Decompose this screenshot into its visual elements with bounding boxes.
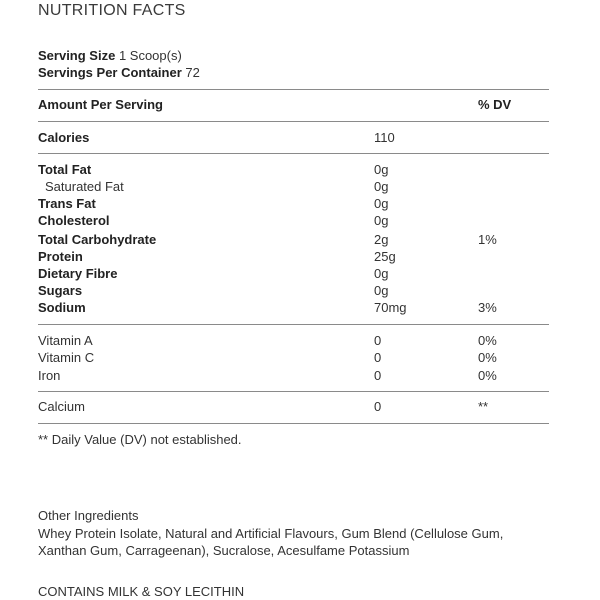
nutrient-row-sodium <box>38 300 549 317</box>
nutrient-name: Dietary Fibre <box>38 266 118 281</box>
mineral-row-iron <box>38 368 549 385</box>
nutrient-row-sugars <box>38 283 549 300</box>
nutrient-amount: 70mg <box>374 300 407 315</box>
nutrient-dv: 3% <box>478 300 497 315</box>
nutrient-dv: 1% <box>478 232 497 247</box>
nutrient-name: Vitamin A <box>38 333 93 348</box>
nutrient-dv: 0% <box>478 350 497 365</box>
nutrient-name: Trans Fat <box>38 196 96 211</box>
nutrient-row-cholesterol <box>38 213 549 230</box>
serving-size <box>38 48 182 63</box>
ingredients-heading: Other Ingredients <box>38 508 139 523</box>
servings-per-container-label: Servings Per Container <box>38 65 182 80</box>
nutrient-row-dietary-fibre <box>38 266 549 283</box>
nutrient-amount: 0 <box>374 368 382 383</box>
nutrient-name: Cholesterol <box>38 213 110 228</box>
nutrient-name: Total Fat <box>38 162 92 177</box>
divider <box>38 391 549 392</box>
nutrient-name: Calcium <box>38 399 85 414</box>
ingredients-line-2: Xanthan Gum, Carrageenan), Sucralose, Acesulfame Potassium <box>38 543 410 558</box>
divider <box>38 121 549 122</box>
ingredients-line-1: Whey Protein Isolate, Natural and Artificial Flavours, Gum Blend (Cellulose Gum, <box>38 526 504 541</box>
mineral-row-calcium <box>38 399 549 416</box>
nutrient-dv: 0% <box>478 333 497 348</box>
nutrient-name: Sodium <box>38 300 86 315</box>
nutrient-amount: 2g <box>374 232 389 247</box>
nutrient-name: Sugars <box>38 283 83 298</box>
nutrient-amount: 0 <box>374 333 382 348</box>
calories-row <box>38 130 549 147</box>
allergen-statement: CONTAINS MILK & SOY LECITHIN <box>38 584 245 599</box>
nutrient-amount: 0 <box>374 399 382 414</box>
vitamin-row-a <box>38 333 549 350</box>
amount-per-serving-header: Amount Per Serving <box>38 97 163 112</box>
nutrient-amount: 0g <box>374 162 389 177</box>
page-title: NUTRITION FACTS <box>38 2 186 19</box>
dv-header: % DV <box>478 97 512 112</box>
nutrient-amount: 0 <box>374 350 382 365</box>
nutrient-dv: 0% <box>478 368 497 383</box>
nutrient-amount: 0g <box>374 213 389 228</box>
nutrient-name: Vitamin C <box>38 350 95 365</box>
divider <box>38 89 549 90</box>
serving-size-value: 1 Scoop(s) <box>118 48 182 63</box>
divider <box>38 423 549 424</box>
dv-footnote: ** Daily Value (DV) not established. <box>38 432 242 447</box>
nutrient-row-total-carbohydrate <box>38 232 549 249</box>
nutrient-amount: 0g <box>374 196 389 211</box>
divider <box>38 324 549 325</box>
nutrient-row-protein <box>38 249 549 266</box>
nutrient-amount: 25g <box>374 249 396 264</box>
nutrient-name: Total Carbohydrate <box>38 232 157 247</box>
servings-per-container-value: 72 <box>185 65 200 80</box>
nutrient-row-trans-fat <box>38 196 549 213</box>
nutrient-amount: 0g <box>374 283 389 298</box>
vitamin-row-c <box>38 350 549 367</box>
nutrient-name: Iron <box>38 368 61 383</box>
nutrient-amount: 0g <box>374 266 389 281</box>
serving-size-label: Serving Size <box>38 48 116 63</box>
nutrient-name: Calories <box>38 130 90 145</box>
table-header <box>38 97 549 114</box>
nutrient-amount: 0g <box>374 179 389 194</box>
nutrient-row-total-fat <box>38 162 549 179</box>
nutrient-name: Saturated Fat <box>45 179 124 194</box>
nutrient-amount: 110 <box>374 130 395 145</box>
nutrient-row-saturated-fat <box>38 179 549 196</box>
nutrient-name: Protein <box>38 249 83 264</box>
divider <box>38 153 549 154</box>
nutrient-dv: ** <box>478 399 489 414</box>
servings-per-container <box>38 65 200 80</box>
